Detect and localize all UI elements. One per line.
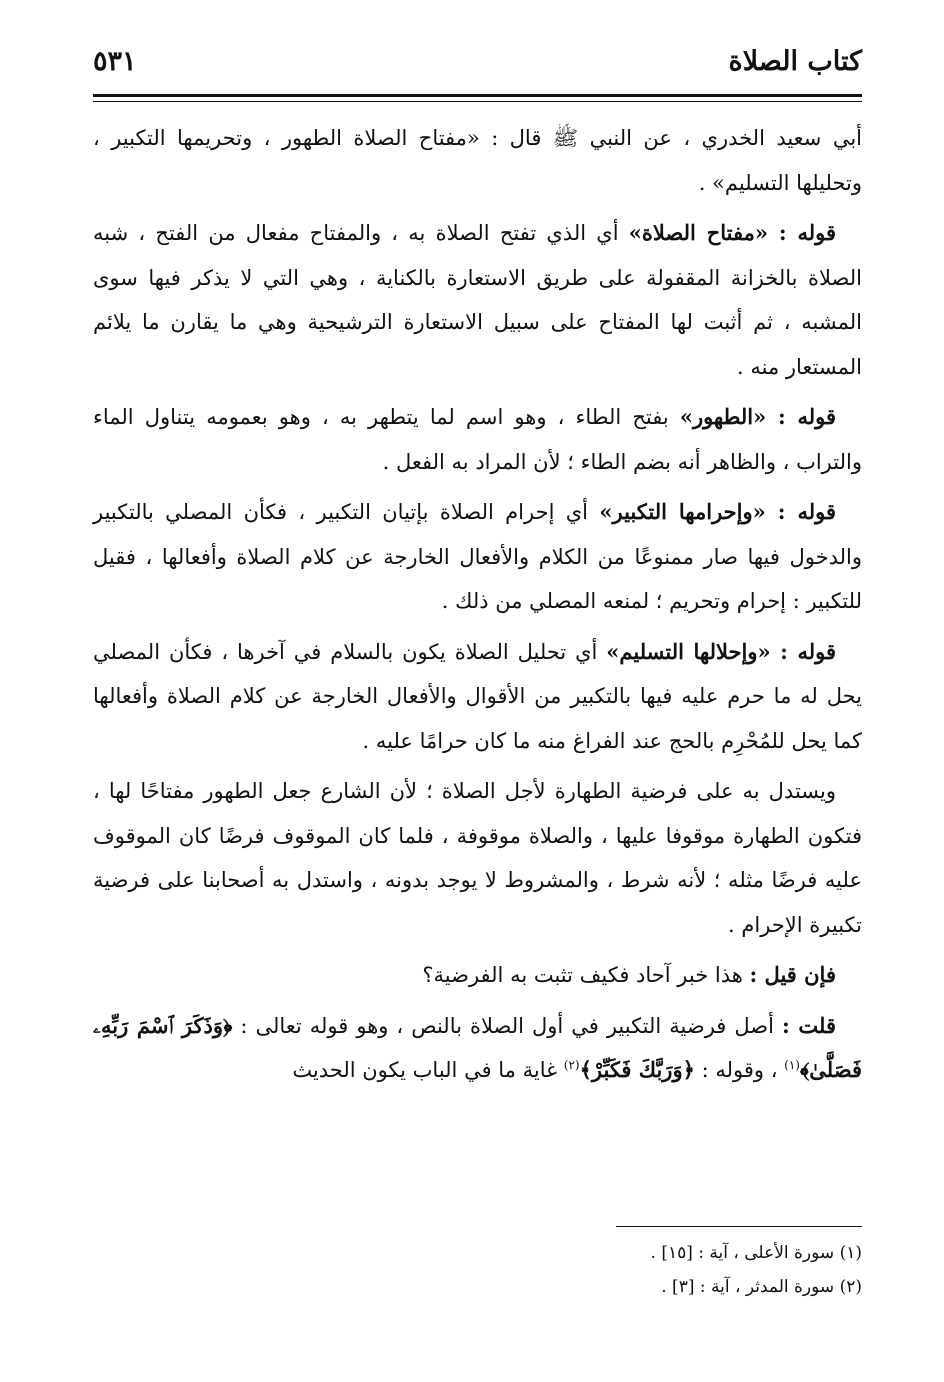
paragraph: [93, 116, 862, 205]
paragraph: [93, 395, 862, 484]
paragraph-lead: قوله : «الطهور»: [679, 404, 836, 429]
header-rule-thick: [93, 94, 862, 97]
page-number: ٥٣١: [93, 46, 137, 77]
paragraph-lead: قوله : «وإحرامها التكبير»: [599, 499, 836, 524]
header-rule-thin: [93, 101, 862, 102]
paragraph-text: أي إحرام الصلاة بإتيان التكبير ، فكأن المصلي بالتكبير والدخول فيها صار ممنوعًا من الكلام والأفعال الخارجة عن كلام الصلاة وأفعالها ، فقيل للتكبير : إحرام وتحريم ؛ لمنعه المصلي من ذلك .: [93, 500, 862, 613]
paragraph-text: ، وقوله :: [694, 1058, 785, 1082]
paragraph: [93, 630, 862, 764]
quran-verse: ﴿وَرَبَّكَ فَكَبِّرْ﴾: [579, 1057, 695, 1082]
paragraph: [93, 769, 862, 947]
body-text: [93, 116, 862, 1099]
paragraph: [93, 490, 862, 624]
paragraph-text: أي تحليل الصلاة يكون بالسلام في آخرها ، فكأن المصلي يحل له ما حرم عليه فيها بالتكبير من الأقوال والأفعال الخارجة عن كلام الصلاة وأفعالها كما يحل للمُحْرِم بالحج عند الفراغ منه ما كان حرامًا عليه .: [93, 639, 862, 753]
footnote: (٢) سورة المدثر ، آية : [٣] .: [661, 1277, 862, 1297]
footnotes: [93, 1236, 862, 1304]
paragraph-lead: قلت :: [781, 1012, 836, 1038]
paragraph-text: هذا خبر آحاد فكيف تثبت به الفرضية؟: [422, 963, 750, 987]
paragraph-text: أي الذي تفتح الصلاة به ، والمفتاح مفعال من الفتح ، شبه الصلاة بالخزانة المقفولة على طريق الاستعارة بالكناية ، وهي التي لا يذكر فيها سوى المشبه ، ثم أثبت لها المفتاح على سبيل الاستعارة الترشيحية وهي ما يقارن ما يلائم المستعار منه .: [93, 221, 862, 379]
footnote-ref[interactable]: (٢): [563, 1058, 580, 1072]
paragraph: [93, 953, 862, 998]
page-header: [93, 40, 862, 92]
footnote-rule: [616, 1226, 862, 1227]
paragraph-text: أبي سعيد الخدري ، عن النبي ﷺ قال : «مفتاح الصلاة الطهور ، وتحريمها التكبير ، وتحليلها التسليم» .: [93, 126, 862, 195]
footnote-ref[interactable]: (١): [784, 1058, 800, 1072]
paragraph: [93, 1004, 862, 1093]
quran-verse: ﴿وَذَكَرَ ٱسْمَ رَبِّهِۦ فَصَلَّىٰ﴾: [93, 1012, 862, 1082]
paragraph-text: أصل فرضية التكبير في أول الصلاة بالنص ، وهو قوله تعالى :: [232, 1013, 782, 1038]
paragraph-text: بفتح الطاء ، وهو اسم لما يتطهر به ، وهو بعمومه يتناول الماء والتراب ، والظاهر أنه بضم الطاء ؛ لأن المراد به الفعل .: [93, 405, 862, 474]
footnote: (١) سورة الأعلى ، آية : [١٥] .: [650, 1243, 862, 1263]
paragraph-lead: فإن قيل :: [749, 962, 836, 987]
paragraph-lead: قوله : «وإحلالها التسليم»: [606, 638, 837, 664]
paragraph: [93, 211, 862, 389]
paragraph-lead: قوله : «مفتاح الصلاة»: [628, 220, 836, 245]
chapter-title: كتاب الصلاة: [728, 46, 862, 77]
paragraph-text: غاية ما في الباب يكون الحديث: [292, 1058, 564, 1082]
paragraph-text: ويستدل به على فرضية الطهارة لأجل الصلاة ؛ لأن الشارع جعل الطهور مفتاحًا لها ، فتكون الطهارة موقوفا عليها ، والصلاة موقوفة ، فلما كان الموقوف فرضًا كان الموقوف عليه فرضًا مثله ؛ لأنه شرط ، والمشروط لا يوجد بدونه ، واستدل به أصحابنا على فرضية تكبيرة الإحرام .: [93, 779, 862, 937]
